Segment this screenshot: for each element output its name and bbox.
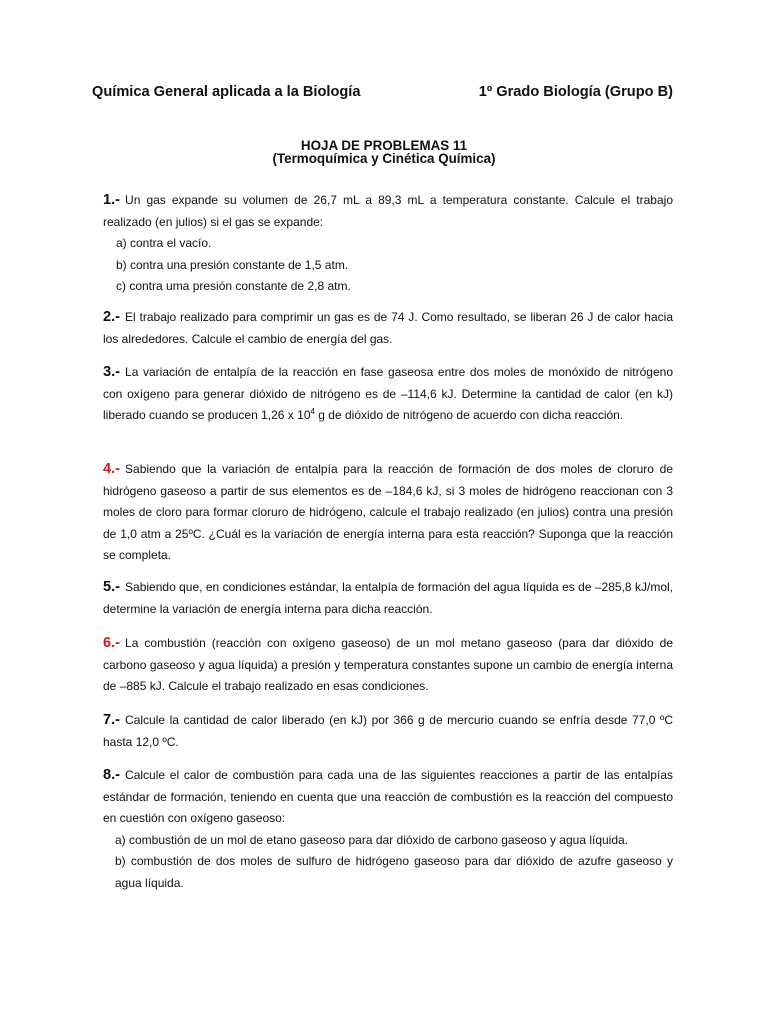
problem-option-c: c) contra uma presión constante de 2,8 atm. bbox=[116, 279, 351, 294]
problem-number: 4.- bbox=[103, 461, 121, 477]
problem-4 bbox=[103, 459, 673, 567]
problem-option-b: b) contra una presión constante de 1,5 atm. bbox=[116, 257, 349, 272]
problem-option-a: a) contra el vacío. bbox=[116, 236, 212, 251]
sheet-subtitle: (Termoquímica y Cinética Química) bbox=[272, 151, 496, 166]
problem-number: 3.- bbox=[103, 364, 121, 380]
problem-7 bbox=[103, 710, 673, 753]
problem-text: La variación de entalpía de la reacción en fase gaseosa entre dos moles de monóxido de nitrógeno con oxígeno para generar dióxido de nitrógeno es de –114,6 kJ. Determine la cantidad de calor (en kJ) liberado cuando se producen 1,26 x 10 bbox=[103, 365, 673, 423]
problem-text: Calcule el calor de combustión para cada una de las siguientes reacciones a partir de las entalpías estándar de formación, teniendo en cuenta que una reacción de combustión es la reacción del compuesto en cuestión con oxígeno gaseoso: bbox=[103, 768, 673, 826]
problem-text-continued: g de dióxido de nitrógeno de acuerdo con dicha reacción. bbox=[314, 408, 624, 423]
problem-2 bbox=[103, 307, 673, 350]
problem-option-b: b) combustión de dos moles de sulfuro de hidrógeno gaseoso para dar dióxido de azufre gaseoso y agua líquida. bbox=[115, 854, 673, 890]
problem-number: 1.- bbox=[103, 192, 121, 208]
problem-number: 5.- bbox=[103, 579, 121, 595]
problem-6 bbox=[103, 633, 673, 698]
problem-text: Un gas expande su volumen de 26,7 mL a 89,3 mL a temperatura constante. Calcule el trabajo realizado (en julios) si el gas se expande: bbox=[103, 193, 673, 229]
problem-1 bbox=[103, 190, 673, 298]
problem-3 bbox=[103, 362, 673, 427]
document-header bbox=[92, 84, 673, 106]
problem-text: Calcule la cantidad de calor liberado (en kJ) por 366 g de mercurio cuando se enfría desde 77,0 ºC hasta 12,0 ºC. bbox=[103, 713, 673, 749]
problem-text: Sabiendo que la variación de entalpía para la reacción de formación de dos moles de cloruro de hidrógeno gaseoso a partir de sus elementos es de –184,6 kJ, si 3 moles de hidrógeno reaccionan con 3 moles de cloro para formar cloruro de hidrógeno, calcule el trabajo realizado (en julios) contra una presión de 1,0 atm a 25ºC. ¿Cuál es la variación de energía interna para esta reacción? Suponga que la reacción se completa. bbox=[103, 462, 673, 563]
problem-number: 6.- bbox=[103, 635, 121, 651]
problem-text: La combustión (reacción con oxígeno gaseoso) de un mol metano gaseoso (para dar dióxido de carbono gaseoso y agua líquida) a presión y temperatura constantes supone un cambio de energía interna de –885 kJ. Calcule el trabajo realizado en esas condiciones. bbox=[103, 636, 673, 694]
problem-5 bbox=[103, 577, 673, 620]
problem-text: Sabiendo que, en condiciones estándar, la entalpía de formación del agua líquida es de –285,8 kJ/mol, determine la variación de energía interna para dicha reacción. bbox=[103, 580, 673, 616]
course-title: Química General aplicada a la Biología bbox=[92, 84, 361, 100]
problem-option-a: a) combustión de un mol de etano gaseoso para dar dióxido de carbono gaseoso y agua líquida. bbox=[115, 832, 629, 847]
course-group: 1º Grado Biología (Grupo B) bbox=[478, 84, 673, 100]
problem-number: 8.- bbox=[103, 767, 121, 783]
problem-text: El trabajo realizado para comprimir un gas es de 74 J. Como resultado, se liberan 26 J de calor hacia los alrededores. Calcule el cambio de energía del gas. bbox=[103, 310, 673, 346]
problem-number: 2.- bbox=[103, 309, 121, 325]
exponent: 4 bbox=[310, 407, 315, 417]
problem-8 bbox=[103, 765, 673, 895]
problem-number: 7.- bbox=[103, 712, 121, 728]
sheet-title: HOJA DE PROBLEMAS 11 bbox=[300, 138, 468, 153]
